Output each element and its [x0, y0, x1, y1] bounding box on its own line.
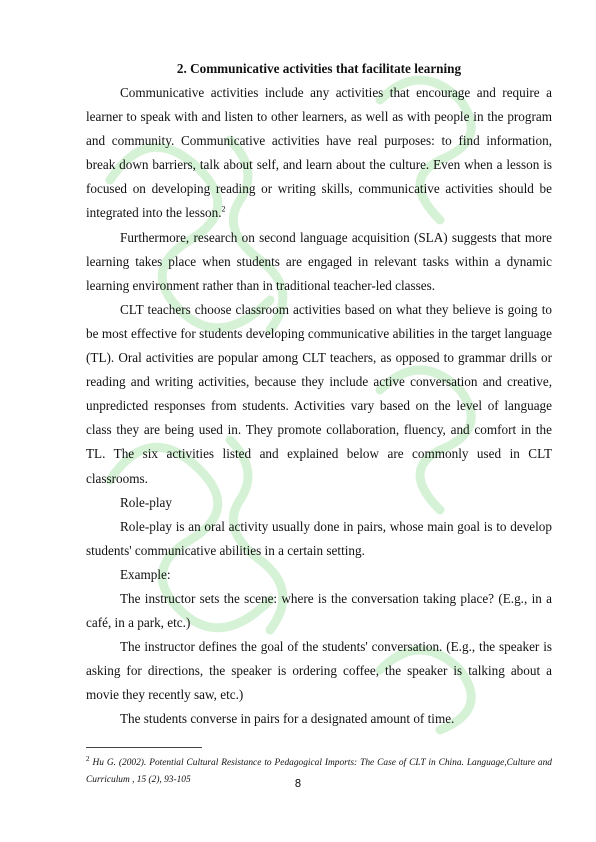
footnote-divider — [86, 747, 202, 748]
paragraph: CLT teachers choose classroom activities based on what they believe is going to be most effective for students developing communicative abilities in the target language (TL). Oral activities are popular among CLT teachers, as opposed to grammar drills or reading and writing activities, because they include active conversation and creative, unpredicted responses from students. Activities vary based on the level of language class they are being used in. They promote collaboration, fluency, and comfort in the TL. The six activities listed and explained below are commonly used in CLT classrooms. — [86, 301, 552, 486]
paragraph: The instructor defines the goal of the students' conversation. (E.g., the speaker is asking for directions, the speaker is ordering coffee, the speaker is talking about a movie they recently saw, etc.) — [86, 639, 552, 703]
footnote-reference[interactable]: 2 — [221, 205, 226, 215]
page-content — [86, 57, 552, 732]
subheading-role-play: Role-play — [120, 494, 173, 510]
paragraph: Communicative activities include any activities that encourage and require a learner to speak with and listen to other learners, as well as with people in the program and community. Communicative activities have real purposes: to find information, break down barriers, talk about self, and learn about the culture. Even when a lesson is focused on developing reading or writing skills, communicative activities should be integrated into the lesson.$^2$ — [86, 85, 552, 221]
example-label: Example: — [120, 566, 171, 582]
footnote-text: Hu G. (2002). Potential Cultural Resistance to Pedagogical Imports: The Case of CLT in China. Language,Culture and Curriculum , 15 (2), 93-105 — [86, 758, 552, 786]
paragraph: Role-play is an oral activity usually done in pairs, whose main goal is to develop students' communicative abilities in a certain setting. — [86, 518, 552, 558]
footnote-mark: 2 — [86, 755, 90, 763]
page-number: 8 — [294, 778, 302, 790]
paragraph: The instructor sets the scene: where is the conversation taking place? (E.g., in a café, in a park, etc.) — [86, 590, 552, 631]
section-heading: 2. Communicative activities that facilitate learning — [176, 61, 462, 76]
paragraph: Furthermore, research on second language acquisition (SLA) suggests that more learning takes place when students are engaged in relevant tasks within a dynamic learning environment rather than in traditional teacher-led classes. — [86, 229, 552, 293]
paragraph: The students converse in pairs for a designated amount of time. — [120, 711, 455, 727]
